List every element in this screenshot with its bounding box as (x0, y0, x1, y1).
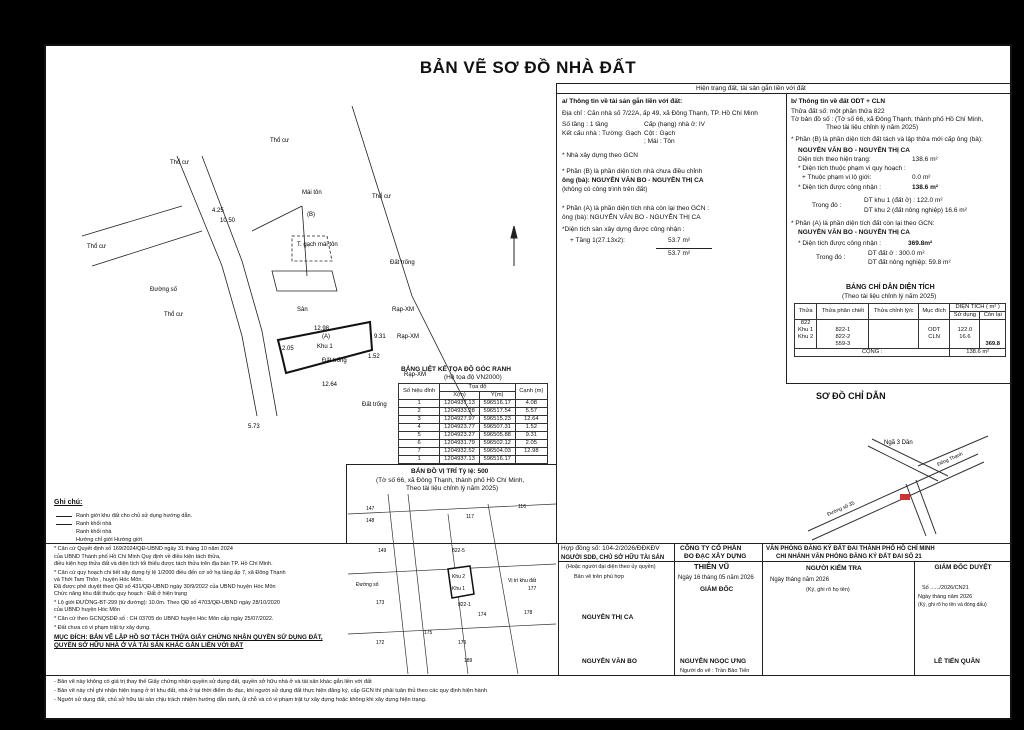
owner-a: ông (bà): NGUYỄN VĂN BO - NGUYỄN THỊ CA (562, 214, 701, 221)
legend-map (788, 406, 1010, 541)
grade: Cấp (hạng) nhà ở: IV (644, 121, 705, 128)
director-name: NGUYỄN NGỌC ƯNG (680, 658, 747, 665)
area-total-1: 53.7 m² (668, 237, 691, 244)
note-item: của UBND Thành phố Hồ Chí Minh Quy định về điều kiện tách thửa, (54, 554, 221, 560)
divider (346, 464, 556, 465)
area-recognized: *Diện tích sàn xây dựng được công nhận : (562, 226, 685, 233)
area-recognized-val: 138.6 m² (912, 184, 939, 191)
area-current: Diện tích theo hiện trạng: (798, 156, 871, 163)
owner-b: ông (bà): NGUYỄN VĂN BO - NGUYỄN THỊ CA (562, 177, 704, 184)
area-total-2: 53.7 m² (668, 250, 691, 257)
coord-table-title: BẢNG LIỆT KÊ TỌA ĐỘ GÓC RANH (401, 366, 511, 373)
note-item: và Thới Tam Thôn , huyện Hóc Môn. (54, 577, 143, 583)
svg-text:822-5: 822-5 (452, 548, 465, 554)
office-sub: CHI NHÁNH VĂN PHÒNG ĐĂNG KÝ ĐẤT ĐAI SỐ 21 (776, 554, 922, 560)
legend-item: Ranh khối nhà (76, 529, 112, 535)
sum-line (656, 248, 712, 249)
svg-text:147: 147 (366, 506, 375, 512)
page-title: BẢN VẼ SƠ ĐỒ NHÀ ĐẤT (419, 58, 637, 77)
svg-text:Khu 1: Khu 1 (452, 586, 466, 592)
approver-code: Số ....../2026/CN21 (922, 585, 969, 591)
svg-text:175: 175 (424, 630, 433, 636)
location-map-subtitle: (Tờ số 66, xã Đông Thạnh, thành phố Hồ Chí Minh, (376, 477, 525, 484)
svg-text:174: 174 (478, 612, 487, 618)
dt-dat-o: DT đất ở : 300.0 m² (868, 250, 925, 257)
coord-row: 7 1204932.52 596504.03 12.98 (399, 448, 548, 456)
table-header: Tọa độ (440, 384, 515, 392)
table-header: Thửa chỉnh lý/c (869, 304, 918, 320)
note-item: * Đất chưa có vi phạm trật tự xây dựng. (54, 625, 151, 631)
dt-khu-1: DT khu 1 (đất ở) : 122.0 m² (864, 197, 943, 204)
company-sub: ĐO ĐẠC XÂY DỰNG (684, 553, 747, 560)
footer-line: - Bản vẽ này chỉ ghi nhận hiện trạng ở trí khu đất, nhà ở tại thời điểm đo đạc, khi người sử dụng đất thực hiện đăng ký, cấp GCN thì phải tuân thủ theo các quy định hiện hành (54, 688, 487, 694)
checker-note: (Ký, ghi rõ họ tên) (806, 587, 850, 593)
section-a-heading: a/ Thông tin về tài sản gắn liền với đất: (562, 98, 683, 105)
dt-nong-nghiep: DT đất nông nghiệp: 59.8 m² (868, 259, 951, 266)
footer-line: - Người sử dụng đất, chủ sở hữu tài sản chịu trách nhiệm hướng dẫn ranh, ủi chỗ và có vi phạm trật tự xây dựng hoặc không khi xây dựng hiện trạng. (54, 697, 427, 703)
of-which-a: Trong đó : (816, 254, 846, 261)
location-parcel (448, 566, 474, 598)
area-current-val: 138.6 m² (912, 156, 938, 163)
svg-text:Đường số: Đường số (356, 582, 379, 588)
divider (762, 543, 763, 675)
table-header: Thửa phân chiết (817, 304, 869, 320)
area-table-title: BẢNG CHỈ DẪN DIỆN TÍCH (846, 284, 935, 291)
note-item: * Căn cứ quy hoạch chi tiết xây dựng tỷ lệ 1/2000 điều đến cơ sở hạ tầng ấp 7, xã Đông Thạnh (54, 570, 286, 576)
area-plan: * Diện tích thuộc phạm vi quy hoạch : (798, 165, 906, 172)
director-title: GIÁM ĐỐC (700, 586, 734, 593)
table-header: X(m) (440, 392, 479, 400)
plan-label: Thổ cư (270, 138, 290, 144)
svg-text:822-1: 822-1 (458, 602, 471, 608)
svg-text:116: 116 (518, 504, 526, 510)
plan-label: Rạp-XM (397, 334, 420, 340)
plan-label: Đường số (150, 287, 177, 293)
owner-name-1: NGUYỄN THỊ CA (582, 614, 634, 621)
legend-item: Ranh khối nhà (76, 521, 112, 527)
location-map-title: BẢN ĐỒ VỊ TRÍ Tỷ lệ: 500 (411, 468, 489, 475)
svg-text:148: 148 (366, 518, 375, 524)
table-header: Số hiệu đỉnh (399, 384, 440, 400)
svg-text:189: 189 (464, 658, 473, 664)
legend-map-title: SƠ ĐỒ CHỈ DẪN (816, 391, 886, 401)
part-b-note: * Phần (B) là phần diện tích nhà chưa điều chỉnh (562, 168, 703, 175)
legend-map-label: Ngã 3 Dần (884, 440, 913, 446)
floors: Số tầng : 1 tầng (562, 121, 608, 128)
sheet-number-2: Theo tài liệu chỉnh lý năm 2025) (826, 124, 919, 131)
approver-title: GIÁM ĐỐC DUYỆT (934, 564, 992, 571)
note-item: Chức năng khu đất thuộc quy hoạch : Đất ở hiện trạng (54, 591, 187, 597)
svg-text:173: 173 (376, 600, 385, 606)
dimension-label: 1.52 (368, 354, 380, 360)
area-recognized-b: * Diện tích được công nhận : (798, 184, 882, 191)
structure: Kết cấu nhà : Tường: Gạch (562, 130, 641, 137)
table-header: Còn lại (980, 312, 1006, 320)
coord-row: 5 1204923.27 596505.88 9.31 (399, 432, 548, 440)
dimension-label: 10.50 (220, 218, 236, 224)
coord-row: 3 1204927.97 596515.23 12.64 (399, 416, 548, 424)
plan-label: (B) (307, 212, 315, 218)
divider (556, 83, 1012, 84)
area-a-val: 369.8m² (908, 240, 933, 247)
plan-label: Sân (297, 307, 308, 313)
divider (46, 675, 1012, 676)
svg-text:177: 177 (528, 586, 537, 592)
part-a-note: * Phần (A) là phần diện tích nhà còn lại theo GCN : (562, 205, 710, 212)
purpose: MỤC ĐÍCH: BẢN VẼ LẬP HỒ SƠ TÁCH THỬA GIẤY CHỨNG NHẬN QUYỀN SỬ DỤNG ĐẤT, QUYỀN SỞ HỮU NHÀ Ở VÀ TÀI SẢN KHÁC GẮN LIỀN VỚI ĐẤT (54, 634, 323, 649)
approver-date: Ngày tháng năm 2026 (918, 594, 973, 600)
checker-title: NGƯỜI KIỂM TRA (806, 565, 862, 572)
plan-label: Thổ cư (170, 160, 190, 166)
table-header: DIỆN TÍCH ( m² ) (950, 304, 1006, 312)
note-item: điều kiện hợp thửa đất và diện tích tối thiểu được tách thửa trên địa bàn TP. Hồ Chí Minh. (54, 561, 273, 567)
dimension-label: 5.73 (248, 424, 260, 430)
plan-label: Thổ cư (87, 244, 107, 250)
plan-label: Đất trống (322, 358, 347, 364)
plan-label: T. gạch mái tôn (297, 242, 338, 248)
note-item: Đã được phê duyệt theo QĐ số 431/QĐ-UBND ngày 30/9/2022 của UBND huyện Hóc Môn (54, 584, 276, 590)
divider (558, 543, 559, 675)
divider (346, 464, 347, 543)
dimension-label: 12.98 (314, 326, 330, 332)
divider (786, 383, 1012, 384)
approver-note: (Ký, ghi rõ họ tên và đóng dấu) (918, 602, 987, 608)
plan-label: Rạp-XM (392, 307, 415, 313)
svg-text:172: 172 (376, 640, 385, 646)
svg-text:178: 178 (524, 610, 533, 616)
part-b-land: * Phần (B) là phần diện tích đất tách và lập thửa mới cấp ông (bà): (791, 136, 983, 143)
area-road-val: 0.0 m² (912, 174, 931, 181)
owner-name-2: NGUYỄN VĂN BO (582, 658, 637, 665)
plan-label: Thổ cư (372, 194, 392, 200)
address: Địa chỉ : Căn nhà số 7/22A, ấp 49, xã Đông Thạnh, TP. Hồ Chí Minh (562, 110, 758, 117)
divider (914, 561, 915, 675)
area-table (794, 303, 1006, 357)
svg-text:117: 117 (466, 514, 474, 520)
plan-label: Đất trống (362, 402, 387, 408)
owner-title: NGƯỜI SDĐ, CHỦ SỞ HỮU TÀI SẢN (561, 555, 665, 561)
office-title: VĂN PHÒNG ĐĂNG KÝ ĐẤT ĐAI THÀNH PHỐ HỒ CHÍ MINH (766, 546, 935, 552)
approver-name: LÊ TIẾN QUÂN (934, 658, 980, 665)
table-header: Sử dụng (950, 312, 980, 320)
legend-map-label: Đường số 35 (826, 500, 856, 518)
area-total-label: + Tầng 1(27.13x2): (570, 237, 625, 244)
coord-row: 1 1204937.13 596516.17 4.08 (399, 400, 548, 408)
divider (786, 93, 787, 383)
drawing-sheet (44, 44, 1012, 720)
dimension-label: 2.05 (282, 346, 294, 352)
company-name: THIÊN VŨ (694, 562, 730, 571)
lot-number: Thửa đất số: một phần thửa 822 (791, 108, 885, 115)
contract-number: Hợp đồng số: 104-2/2026/ĐĐKĐV (561, 545, 660, 552)
svg-text:Vị trí khu đất: Vị trí khu đất (508, 578, 537, 584)
company-title: CÔNG TY CỔ PHẦN (680, 545, 742, 552)
plan-label: (A) (322, 334, 330, 340)
land-owner-a: NGUYỄN VĂN BO - NGUYỄN THỊ CA (798, 229, 910, 236)
coord-row: 1 1204937.13 596516.17 (399, 456, 548, 464)
note-item: * Lộ giới ĐƯỜNG-BT-299 (từ đường): 10.0m. Theo QĐ số 4703/QĐ-UBND ngày 28/10/2020 (54, 600, 280, 606)
location-map-subtitle-2: Theo tài liệu chỉnh lý năm 2025) (406, 485, 499, 492)
section-b-heading: b/ Thông tin về đất ODT + CLN (791, 98, 886, 105)
dt-khu-2: DT khu 2 (đất nông nghiệp) 16.6 m² (864, 207, 967, 214)
divider (556, 93, 1012, 94)
divider (674, 543, 675, 675)
legend-item: Hướng chỉ giới Hướng giới (76, 537, 143, 543)
coord-row: 4 1204923.77 596507.31 1.52 (399, 424, 548, 432)
table-header: Thửa (795, 304, 817, 320)
table-header: Cạnh (m) (515, 384, 547, 400)
right-header: Hiện trạng đất, tài sản gắn liền với đất (696, 85, 806, 92)
svg-text:176: 176 (458, 640, 467, 646)
dimension-label: 4.25 (212, 208, 224, 214)
plan-label: Rạp-XM (404, 372, 427, 378)
table-header: Y(m) (479, 392, 515, 400)
coord-row: 2 1204933.28 596517.54 5.57 (399, 408, 548, 416)
footer-line: - Bản vẽ này không có giá trị thay thế Giấy chứng nhận quyền sử dụng đất, quyền sở hữu nhà ở và tài sản khác gắn liền với đất (54, 679, 372, 685)
roof: ; Mái : Tôn (644, 138, 675, 145)
legend-line (56, 516, 72, 517)
note-item: * Căn cứ Quyết định số 169/2024/QĐ-UBND ngày 31 tháng 10 năm 2024 (54, 546, 233, 552)
dimension-label: 12.64 (322, 382, 338, 388)
area-road: + Thuộc phạm vi lộ giới: (802, 174, 872, 181)
table-header: Mục đích (918, 304, 950, 320)
sheet-number: Tờ bản đồ số : (Tờ số 66, xã Đông Thạnh, thành phố Hồ Chí Minh, (791, 116, 984, 123)
company-date: Ngày 16 tháng 05 năm 2026 (678, 575, 754, 581)
table-row: 822 Khu 1 Khu 2 822-1 822-2 559-3 ODT CLN 122.0 16.6 369.8 (795, 320, 1006, 349)
note-item: của UBND huyện Hóc Môn (54, 607, 121, 613)
coord-table (398, 383, 548, 464)
note-item: * Căn cứ theo GCNQSDĐ số : CH 03705 do UBND huyện Hóc Môn cấp ngày 25/07/2022. (54, 616, 274, 622)
owner-b-note: (không có công trình trên đất) (562, 186, 648, 193)
plan-label: Khu 1 (317, 344, 333, 350)
plan-label: Đất trống (390, 260, 415, 266)
legend-line (56, 524, 72, 525)
table-total-row: CỘNG : 138.6 m² (795, 349, 1006, 357)
owner-note: Bản vẽ trên phù hợp (574, 574, 625, 580)
drafter: Người đo vẽ : Trần Bảo Tiến (680, 668, 750, 674)
legend-map-label: Đông Thạnh (936, 451, 964, 468)
part-a-land: * Phần (A) là phần diện tích đất còn lại theo GCN: (791, 220, 935, 227)
plan-label: Thổ cư (164, 312, 184, 318)
location-map (348, 494, 556, 674)
structure-col: Cột : Gạch (644, 130, 676, 137)
plan-label: Mái tôn (302, 190, 322, 196)
notes-heading: Ghi chú: (54, 499, 83, 506)
of-which: Trong đó : (812, 202, 842, 209)
svg-text:Khu 2: Khu 2 (452, 574, 466, 580)
checker-date: Ngày tháng năm 2026 (770, 577, 830, 583)
area-a: * Diện tích được công nhận : (798, 240, 882, 247)
svg-text:149: 149 (378, 548, 387, 554)
new-build-note: * Nhà xây dựng theo GCN (562, 152, 638, 159)
divider (556, 83, 557, 543)
owner-sub: (Hoặc người đại diện theo ủy quyền) (566, 564, 656, 570)
legend-item: Ranh giới khu đất cho chủ sử dụng hướng dẫn. (76, 513, 193, 519)
coord-row: 6 1204931.79 596502.12 2.05 (399, 440, 548, 448)
area-table-subtitle: (Theo tài liệu chỉnh lý năm 2025) (842, 293, 937, 300)
dimension-label: 9.31 (374, 334, 386, 340)
land-owner: NGUYỄN VĂN BO - NGUYỄN THỊ CA (798, 147, 910, 154)
coord-table-subtitle: (Hệ tọa độ VN2000) (444, 374, 502, 381)
